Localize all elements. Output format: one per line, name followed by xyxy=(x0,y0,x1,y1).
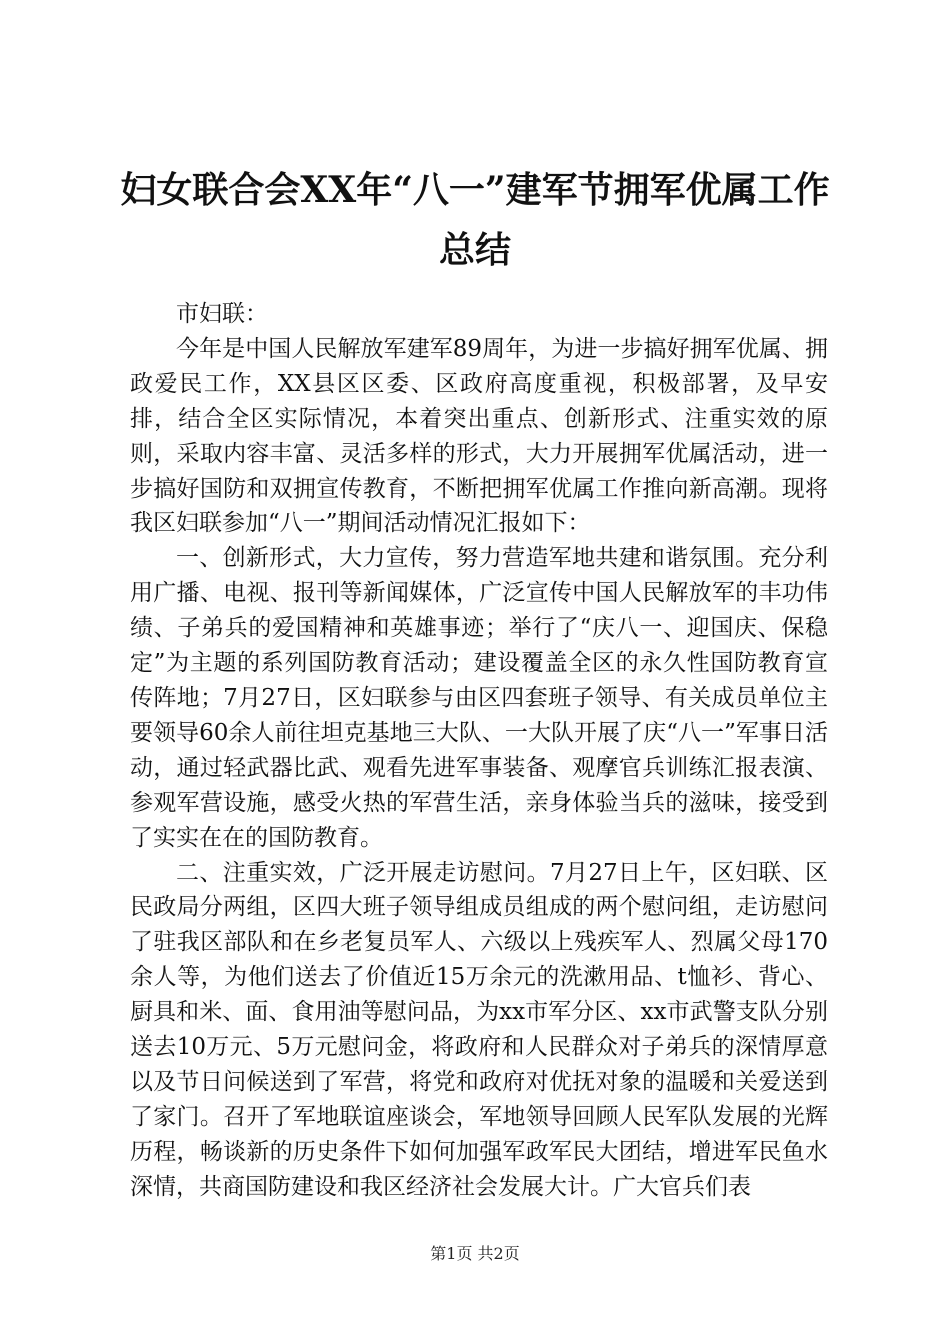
paragraph-section-1: 一、创新形式，大力宣传，努力营造军地共建和谐氛围。充分利用广播、电视、报刊等新闻媒体，广泛宣传中国人民解放军的丰功伟绩、子弟兵的爱国精神和英雄事迹；举行了“庆八一、迎国庆、保稳定”为主题的系列国防教育活动；建设覆盖全区的永久性国防教育宣传阵地；7月27日，区妇联参与由区四套班子领导、有关成员单位主要领导60余人前往坦克基地三大队、一大队开展了庆“八一”军事日活动，通过轻武器比武、观看先进军事装备、观摩官兵训练汇报表演、参观军营设施，感受火热的军营生活，亲身体验当兵的滋味，接受到了实实在在的国防教育。 xyxy=(130,545,828,851)
paragraph-intro: 今年是中国人民解放军建军89周年，为进一步搞好拥军优属、拥政爱民工作，XX县区区委、区政府高度重视，积极部署，及早安排，结合全区实际情况，本着突出重点、创新形式、注重实效的原则，采取内容丰富、灵活多样的形式，大力开展拥军优属活动，进一步搞好国防和双拥宣传教育，不断把拥军优属工作推向新高潮。现将我区妇联参加“八一”期间活动情况汇报如下： xyxy=(130,335,828,537)
document-title: 妇女联合会XX年“八一”建军节拥军优属工作总结 xyxy=(120,169,830,271)
page-number-footer: 第1页 共2页 xyxy=(430,1244,520,1263)
document-body xyxy=(130,297,828,1205)
paragraph-section-2: 二、注重实效，广泛开展走访慰问。7月27日上午，区妇联、区民政局分两组，区四大班子领导组成员组成的两个慰问组，走访慰问了驻我区部队和在乡老复员军人、六级以上残疾军人、烈属父母170余人等，为他们送去了价值近15万余元的洗漱用品、t恤衫、背心、厨具和米、面、食用油等慰问品，为xx市军分区、xx市武警支队分别送去10万元、5万元慰问金，将政府和人民群众对子弟兵的深情厚意以及节日问候送到了军营，将党和政府对优抚对象的温暖和关爱送到了家门。召开了军地联谊座谈会，军地领导回顾人民军队发展的光辉历程，畅谈新的历史条件下如何加强军政军民大团结，增进军民鱼水深情，共商国防建设和我区经济社会发展大计。广大官兵们表 xyxy=(130,859,828,1200)
salutation: 市妇联： xyxy=(176,301,268,327)
